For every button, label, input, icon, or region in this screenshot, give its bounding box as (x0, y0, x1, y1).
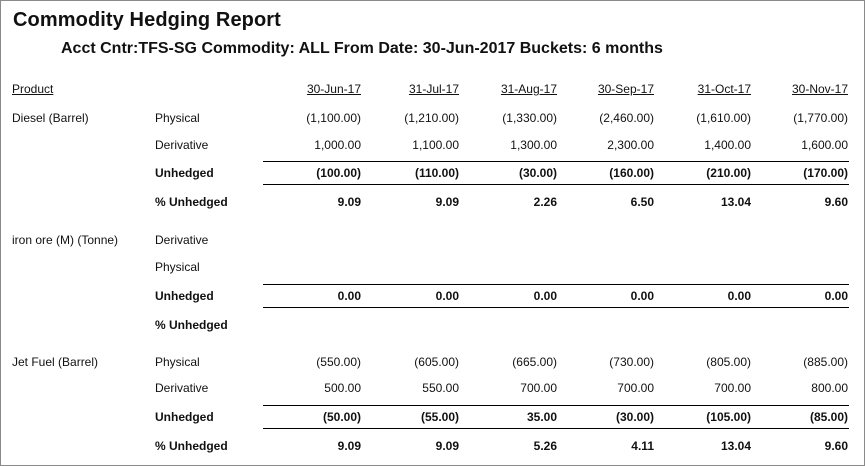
value-cell: 700.00 (520, 381, 557, 395)
value-cell: (100.00) (316, 166, 361, 180)
value-cell: (605.00) (414, 355, 459, 369)
value-cell: 1,400.00 (704, 138, 751, 152)
value-cell: 1,600.00 (801, 138, 848, 152)
row-label: Derivative (155, 138, 209, 152)
row-label: % Unhedged (155, 439, 228, 453)
value-cell: (55.00) (420, 410, 459, 424)
value-cell: 5.26 (533, 439, 557, 453)
value-cell: 9.09 (337, 439, 361, 453)
value-cell: (1,100.00) (306, 111, 361, 125)
total-bottom-rule (263, 428, 849, 429)
total-top-rule (263, 284, 849, 285)
value-cell: (210.00) (706, 166, 751, 180)
value-cell: 800.00 (811, 381, 848, 395)
column-header-date: 30-Sep-17 (597, 82, 654, 96)
value-cell: (550.00) (316, 355, 361, 369)
product-name: Diesel (Barrel) (12, 111, 89, 125)
value-cell: 13.04 (720, 195, 751, 209)
column-header-date: 31-Aug-17 (500, 82, 557, 96)
value-cell: 9.60 (824, 195, 848, 209)
value-cell: 1,000.00 (314, 138, 361, 152)
value-cell: 0.00 (337, 289, 361, 303)
total-top-rule (263, 405, 849, 406)
row-label: Unhedged (155, 289, 214, 303)
value-cell: (160.00) (609, 166, 654, 180)
product-name: Jet Fuel (Barrel) (12, 355, 99, 369)
value-cell: (105.00) (706, 410, 751, 424)
value-cell: (30.00) (518, 166, 557, 180)
row-label: Derivative (155, 381, 209, 395)
value-cell: 6.50 (630, 195, 654, 209)
value-cell: 9.09 (435, 439, 459, 453)
value-cell: (2,460.00) (599, 111, 654, 125)
value-cell: (1,610.00) (696, 111, 751, 125)
value-cell: 13.04 (720, 439, 751, 453)
row-label: Physical (155, 355, 200, 369)
value-cell: 700.00 (617, 381, 654, 395)
value-cell: 550.00 (422, 381, 459, 395)
value-cell: 0.00 (435, 289, 459, 303)
column-header-date: 30-Nov-17 (791, 82, 848, 96)
total-bottom-rule (263, 184, 849, 185)
value-cell: 2.26 (533, 195, 557, 209)
value-cell: (170.00) (803, 166, 848, 180)
value-cell: (805.00) (706, 355, 751, 369)
value-cell: 9.60 (824, 439, 848, 453)
value-cell: 0.00 (727, 289, 751, 303)
value-cell: (730.00) (609, 355, 654, 369)
value-cell: 9.09 (435, 195, 459, 209)
value-cell: (110.00) (414, 166, 459, 180)
value-cell: (30.00) (615, 410, 654, 424)
column-header-date: 31-Jul-17 (408, 82, 459, 96)
value-cell: 500.00 (324, 381, 361, 395)
value-cell: 1,100.00 (412, 138, 459, 152)
row-label: % Unhedged (155, 318, 228, 332)
value-cell: (1,210.00) (404, 111, 459, 125)
column-header-date: 31-Oct-17 (697, 82, 751, 96)
value-cell: (1,770.00) (793, 111, 848, 125)
row-label: % Unhedged (155, 195, 228, 209)
row-label: Physical (155, 111, 200, 125)
report-subtitle: Acct Cntr:TFS-SG Commodity: ALL From Date: 30-Jun-2017 Buckets: 6 months (61, 40, 663, 57)
value-cell: 1,300.00 (510, 138, 557, 152)
column-header-product: Product (12, 82, 54, 96)
report-title: Commodity Hedging Report (13, 9, 281, 31)
value-cell: 2,300.00 (607, 138, 654, 152)
value-cell: (885.00) (803, 355, 848, 369)
column-header-date: 30-Jun-17 (306, 82, 361, 96)
value-cell: 0.00 (824, 289, 848, 303)
row-label: Unhedged (155, 166, 214, 180)
value-cell: (50.00) (322, 410, 361, 424)
value-cell: (665.00) (512, 355, 557, 369)
row-label: Derivative (155, 233, 209, 247)
value-cell: 700.00 (714, 381, 751, 395)
total-top-rule (263, 161, 849, 162)
value-cell: 0.00 (630, 289, 654, 303)
value-cell: 35.00 (526, 410, 557, 424)
total-bottom-rule (263, 307, 849, 308)
value-cell: 0.00 (533, 289, 557, 303)
product-name: iron ore (M) (Tonne) (12, 233, 119, 247)
row-label: Unhedged (155, 410, 214, 424)
value-cell: (85.00) (809, 410, 848, 424)
value-cell: 4.11 (631, 439, 654, 453)
value-cell: 9.09 (337, 195, 361, 209)
value-cell: (1,330.00) (502, 111, 557, 125)
row-label: Physical (155, 260, 200, 274)
